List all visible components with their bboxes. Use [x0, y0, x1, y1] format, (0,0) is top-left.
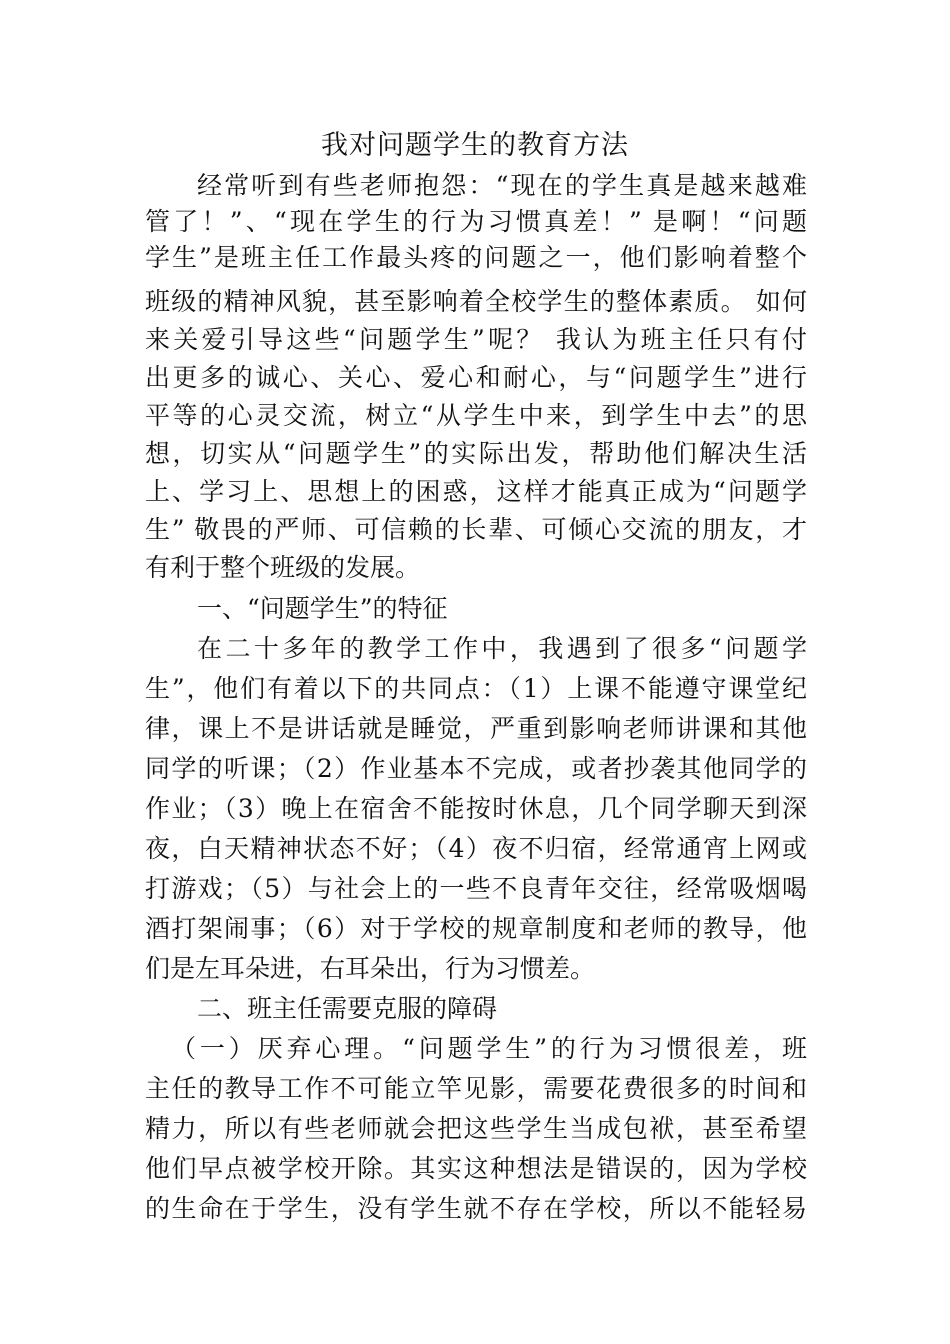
section-heading: 二、班主任需要克服的障碍 — [197, 994, 498, 1023]
paragraph-line: 主任的教导工作不可能立竿见影，需要花费很多的时间和 — [145, 1074, 807, 1103]
paragraph-line: 生” 敬畏的严师、可信赖的长辈、可倾心交流的朋友，才 — [145, 515, 807, 544]
paragraph-line: 作业；（3）晚上在宿舍不能按时休息，几个同学聊天到深 — [145, 794, 807, 823]
paragraph-line: 经常听到有些老师抱怨：“现在的学生真是越来越难 — [197, 171, 807, 200]
document-title: 我对问题学生的教育方法 — [321, 130, 629, 161]
paragraph-line: 班级的精神风貌，甚至影响着全校学生的整体素质。 如何 — [145, 287, 807, 316]
paragraph-line: （一）厌弃心理。“问题学生”的行为习惯很差，班 — [171, 1034, 807, 1063]
paragraph-line: 们是左耳朵进，右耳朵出，行为习惯差。 — [145, 954, 596, 983]
paragraph-line: 平等的心灵交流，树立“从学生中来，到学生中去”的思 — [145, 401, 807, 430]
paragraph-line: 出更多的诚心、关心、爱心和耐心，与“问题学生”进行 — [145, 363, 807, 392]
paragraph-line: 律，课上不是讲话就是睡觉，严重到影响老师讲课和其他 — [145, 714, 807, 743]
paragraph-line: 他们早点被学校开除。其实这种想法是错误的，因为学校 — [145, 1154, 807, 1183]
paragraph-line: 酒打架闹事；（6）对于学校的规章制度和老师的教导，他 — [145, 914, 807, 943]
paragraph-line: 夜，白天精神状态不好；（4）夜不归宿，经常通宵上网或 — [145, 834, 807, 863]
paragraph-line: 打游戏；（5）与社会上的一些不良青年交往，经常吸烟喝 — [145, 874, 807, 903]
paragraph-line: 学生”是班主任工作最头疼的问题之一，他们影响着整个 — [145, 243, 807, 272]
paragraph-line: 精力，所以有些老师就会把这些学生当成包袱，甚至希望 — [145, 1114, 807, 1143]
paragraph-line: 想，切实从“问题学生”的实际出发，帮助他们解决生活 — [145, 439, 807, 468]
paragraph-line: 上、学习上、思想上的困惑，这样才能真正成为“问题学 — [145, 477, 807, 506]
paragraph-line: 生”，他们有着以下的共同点：（1）上课不能遵守课堂纪 — [145, 674, 807, 703]
paragraph-line: 的生命在于学生，没有学生就不存在学校，所以不能轻易 — [145, 1194, 807, 1223]
paragraph-line: 同学的听课；（2）作业基本不完成，或者抄袭其他同学的 — [145, 754, 807, 783]
section-heading: 一、“问题学生”的特征 — [197, 594, 448, 623]
paragraph-line: 有利于整个班级的发展。 — [145, 553, 421, 582]
paragraph-line: 管了！”、“现在学生的行为习惯真差！” 是啊！“问题 — [145, 207, 807, 236]
paragraph-line: 来关爱引导这些“问题学生”呢？ 我认为班主任只有付 — [145, 325, 807, 354]
paragraph-line: 在二十多年的教学工作中，我遇到了很多“问题学 — [197, 634, 807, 663]
